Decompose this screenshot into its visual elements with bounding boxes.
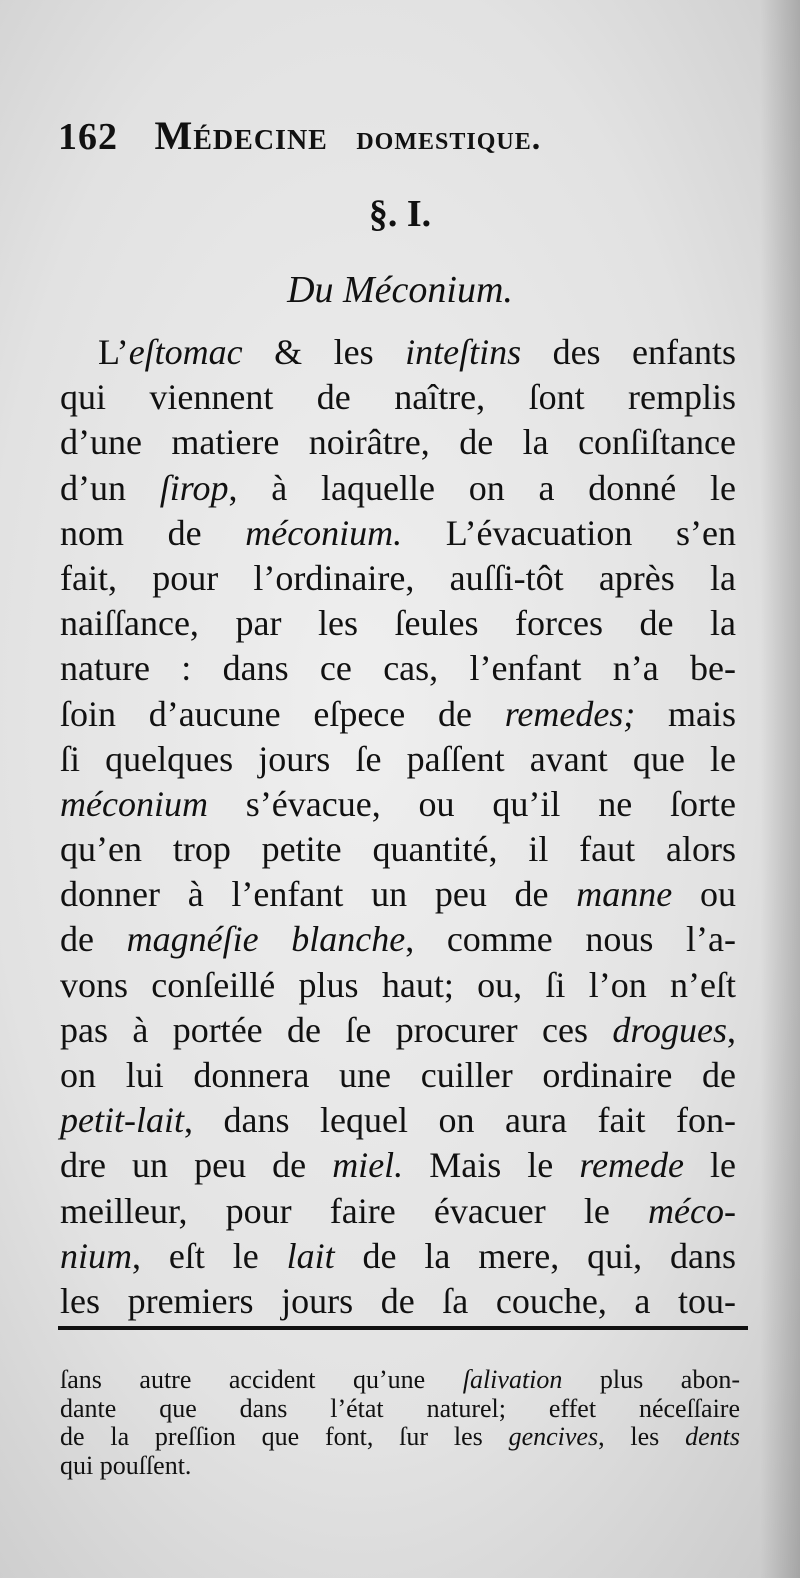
text-run: de la preſſion que font, ſur les [60, 1422, 509, 1451]
text-run: qui pouſſent. [60, 1450, 192, 1480]
text-run: L’ [98, 332, 129, 372]
text-line [60, 1234, 736, 1279]
text-run: naiſſance, par les ſeules forces de la [60, 603, 736, 644]
text-run: mais [635, 693, 737, 734]
italic-run: dents [685, 1422, 740, 1451]
text-line [60, 737, 736, 782]
text-run: , [727, 1009, 736, 1050]
text-line [60, 1143, 736, 1188]
text-line [60, 420, 736, 465]
text-run: , les [598, 1422, 686, 1451]
footnote-line [60, 1395, 740, 1424]
text-line [60, 601, 736, 646]
text-run: s’évacue, ou qu’il ne ſorte [207, 783, 736, 824]
text-run: pas à portée de ſe procurer ces [60, 1009, 613, 1050]
italic-run: méco- [648, 1190, 736, 1231]
text-line [60, 692, 736, 737]
italic-run: magnéſie blanche [126, 919, 406, 960]
body-text [60, 330, 736, 1324]
text-run: , eſt le [132, 1235, 287, 1276]
text-run: ſans autre accident qu’une [60, 1365, 463, 1394]
italic-run: nium [60, 1235, 132, 1276]
text-line [60, 556, 736, 601]
text-run: nom de [60, 512, 246, 553]
footnote-rule [58, 1326, 748, 1330]
footnote-line [60, 1423, 740, 1452]
page-edge-shadow [760, 0, 800, 1578]
text-run: qu’en trop petite quantité, il faut alors [60, 829, 736, 870]
italic-run: eſtomac [128, 332, 243, 372]
text-run: de [60, 919, 127, 960]
text-line [60, 646, 736, 691]
text-run: des enfants [521, 332, 736, 372]
text-line [60, 375, 736, 420]
running-header [58, 112, 758, 159]
text-run: dante que dans l’état naturel; effet néceſſaire [60, 1393, 740, 1423]
text-line [60, 963, 736, 1008]
text-line [60, 1189, 736, 1234]
text-run: vons conſeillé plus haut; ou, ſi l’on n’eſt [60, 964, 736, 1005]
italic-run: remede [579, 1145, 684, 1186]
text-line [60, 1008, 736, 1053]
text-run: nature : dans ce cas, l’enfant n’a be- [60, 648, 736, 689]
text-run: meilleur, pour faire évacuer le [60, 1190, 649, 1231]
italic-run: petit-lait [60, 1100, 184, 1141]
text-run: & les [242, 332, 406, 372]
italic-run: miel. [332, 1145, 404, 1186]
text-run: le [683, 1145, 736, 1186]
text-run: d’une matiere noirâtre, de la conſiſtance [60, 422, 736, 463]
running-title-part2: domestique. [356, 120, 542, 157]
text-run: Mais le [403, 1145, 580, 1186]
text-line [60, 872, 736, 917]
text-line [60, 1053, 736, 1098]
footnote [60, 1366, 740, 1480]
text-run: ou [672, 874, 737, 915]
text-run: d’un [60, 467, 160, 508]
section-subtitle: Du Méconium. [287, 269, 513, 311]
section-heading: §. I. [368, 193, 432, 235]
text-run: les premiers jours de ſa couche, a tou- [60, 1280, 736, 1321]
running-title-part1: Médecine [154, 113, 328, 158]
text-line [60, 917, 736, 962]
footnote-line [60, 1366, 740, 1395]
page-number: 162 [58, 116, 118, 158]
text-run: qui viennent de naître, ſont remplis [60, 377, 736, 418]
text-run: , à laquelle on a donné le [228, 467, 737, 508]
text-line [60, 1098, 736, 1143]
text-run: plus abon- [562, 1365, 740, 1394]
text-line [60, 466, 736, 511]
text-line [60, 827, 736, 872]
text-run: on lui donnera une cuiller ordinaire de [60, 1055, 736, 1095]
italic-run: gencives [508, 1422, 599, 1451]
text-run: ſi quelques jours ſe paſſent avant que le [60, 738, 736, 779]
text-run: , comme nous l’a- [405, 919, 737, 960]
text-line [60, 1279, 736, 1324]
text-line [60, 511, 736, 556]
text-run: fait, pour l’ordinaire, auſſi-tôt après la [60, 557, 736, 598]
italic-run: ſirop [159, 467, 229, 508]
text-run: , dans lequel on aura fait fon- [183, 1100, 736, 1141]
italic-run: remedes; [504, 693, 636, 734]
italic-run: méconium. [245, 512, 403, 553]
italic-run: manne [576, 874, 673, 915]
text-line [60, 782, 736, 827]
text-run: dre un peu de [60, 1145, 333, 1186]
italic-run: inteſtins [405, 332, 522, 372]
text-run: donner à l’enfant un peu de [60, 874, 577, 915]
text-run: ſoin d’aucune eſpece de [60, 693, 505, 734]
text-run: L’évacuation s’en [402, 512, 736, 553]
italic-run: méconium [60, 783, 208, 824]
footnote-line [60, 1452, 740, 1481]
italic-run: lait [286, 1235, 335, 1276]
italic-run: ſalivation [462, 1365, 563, 1394]
text-run: de la mere, qui, dans [334, 1235, 736, 1276]
text-line [60, 330, 736, 375]
italic-run: drogues [612, 1009, 727, 1050]
